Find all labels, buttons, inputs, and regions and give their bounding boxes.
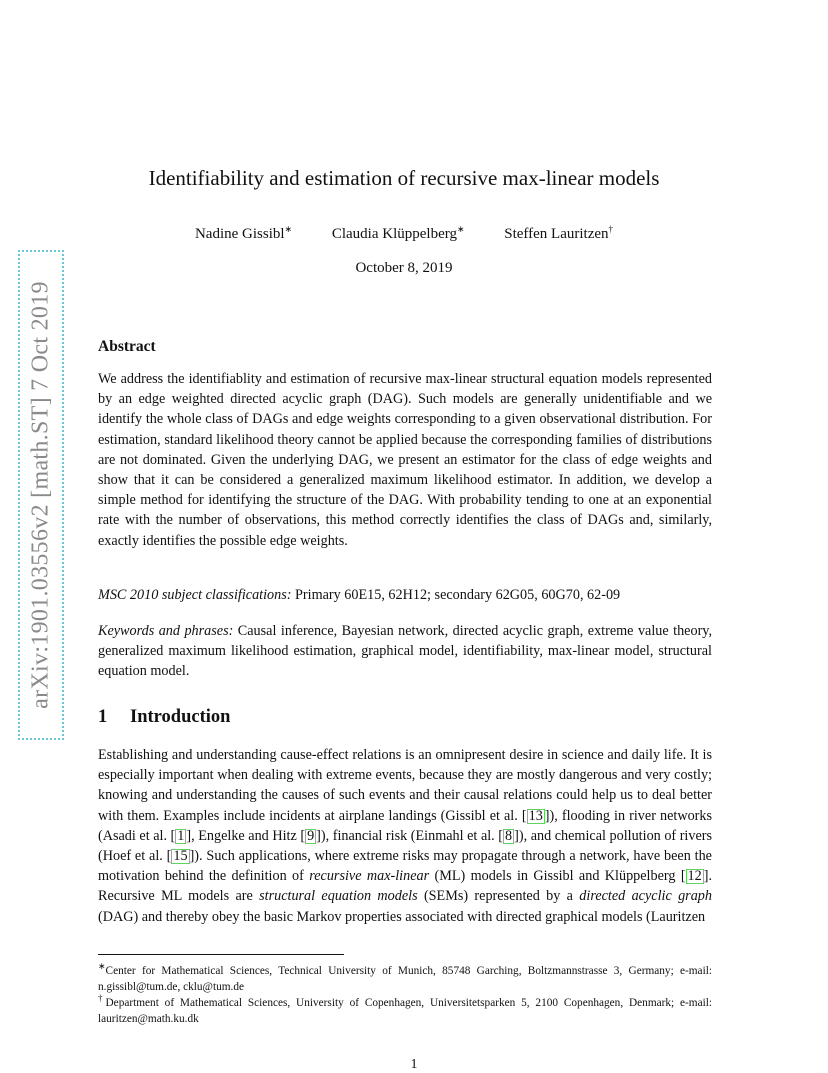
citation-link[interactable]: 12 xyxy=(687,868,702,885)
section-number: 1 xyxy=(98,707,108,727)
citation-link[interactable]: 1 xyxy=(177,827,185,844)
keywords-text: Causal inference, Bayesian network, directed acyclic graph, extreme value theory, generalized maximum likelihood estimation, graphical model, identifiability, max-linear model, structural equation model. xyxy=(98,623,713,680)
arxiv-stamp[interactable] xyxy=(18,250,64,740)
abstract-text: We address the identifiablity and estimation of recursive max-linear structural equation models represented by an edge weighted directed acyclic graph (DAG). Such models are generally unidentifiable and we identify the whole class of DAGs and edge weights corresponding to a given observational distribution. For estimation, standard likelihood theory cannot be applied because the corresponding families of distributions are not dominated. Given the underlying DAG, we present an estimator for the class of edge weights and show that it can be considered a generalized maximum likelihood estimator. In addition, we develop a simple method for identifying the structure of the DAG. With probability tending to one at an exponential rate with the number of observations, this method correctly identifies the class of DAGs and, similarly, exactly identifies the possible edge weights. xyxy=(98,371,712,549)
footnote-1: ∗Center for Mathematical Sciences, Technical University of Munich, 85748 Garching, Boltzmannstrasse 3, Germany; e-mail: n.gissibl@tum.de, cklu@tum.de xyxy=(98,961,712,993)
arxiv-id[interactable]: arXiv:1901.03556v2 [math.ST] 7 Oct 2019 xyxy=(27,281,54,709)
citation-link[interactable]: 8 xyxy=(505,827,513,844)
introduction-paragraph: Establishing and understanding cause-effect relations is an omnipresent desire in science and daily life. It is especially important when dealing with extreme events, because they are mostly dangerous and very costly; knowing and understanding the causes of such events and their causal relations could help us to deal better with them. Examples include incidents at airplane landings (Gissibl et al. [ 13 ]), flooding in river networks (Asadi et al. [ 1 ], Engelke and Hitz [ 9 ]), financial risk (Einmahl et al. [ 8 ]), and chemical pollution of rivers (Hoef et al. [ 15 ]). Such applications, where extreme risks may propagate through a network, have been the motivation behind the definition of recursive max-linear (ML) models in Gissibl and Klüppelberg [ 12 ]. Recursive ML models are structural equation models (SEMs) represented by a directed acyclic graph (DAG) and thereby obey the basic Markov properties associated with directed graphical models (Lauritzen xyxy=(98,747,713,925)
keywords-label: Keywords and phrases: xyxy=(98,623,234,639)
msc-label: MSC 2010 subject classifications: xyxy=(98,587,292,603)
citation-link[interactable]: 13 xyxy=(528,807,543,824)
citation-link[interactable]: 9 xyxy=(307,827,315,844)
author-2: Claudia Klüppelberg∗ xyxy=(331,224,465,242)
keywords xyxy=(98,621,712,682)
page-number: 1 xyxy=(410,1057,418,1072)
paper-date: October 8, 2019 xyxy=(355,260,453,276)
paper-title: Identifiability and estimation of recursive max-linear models xyxy=(148,166,660,190)
section-title: Introduction xyxy=(130,707,231,727)
author-list xyxy=(98,224,710,243)
author-1: Nadine Gissibl∗ xyxy=(194,224,293,242)
abstract-heading: Abstract xyxy=(98,338,156,355)
section-heading-introduction xyxy=(98,707,230,728)
citation-link[interactable]: 15 xyxy=(173,848,188,865)
footnote-rule xyxy=(98,954,344,955)
author-3: Steffen Lauritzen† xyxy=(504,224,614,242)
footnote-2: †Department of Mathematical Sciences, University of Copenhagen, Universitetsparken 5, 2100 Copenhagen, Denmark; e-mail: lauritzen@math.ku.dk xyxy=(98,993,712,1025)
msc-classifications xyxy=(98,585,712,605)
msc-text: Primary 60E15, 62H12; secondary 62G05, 60G70, 62-09 xyxy=(291,587,621,603)
